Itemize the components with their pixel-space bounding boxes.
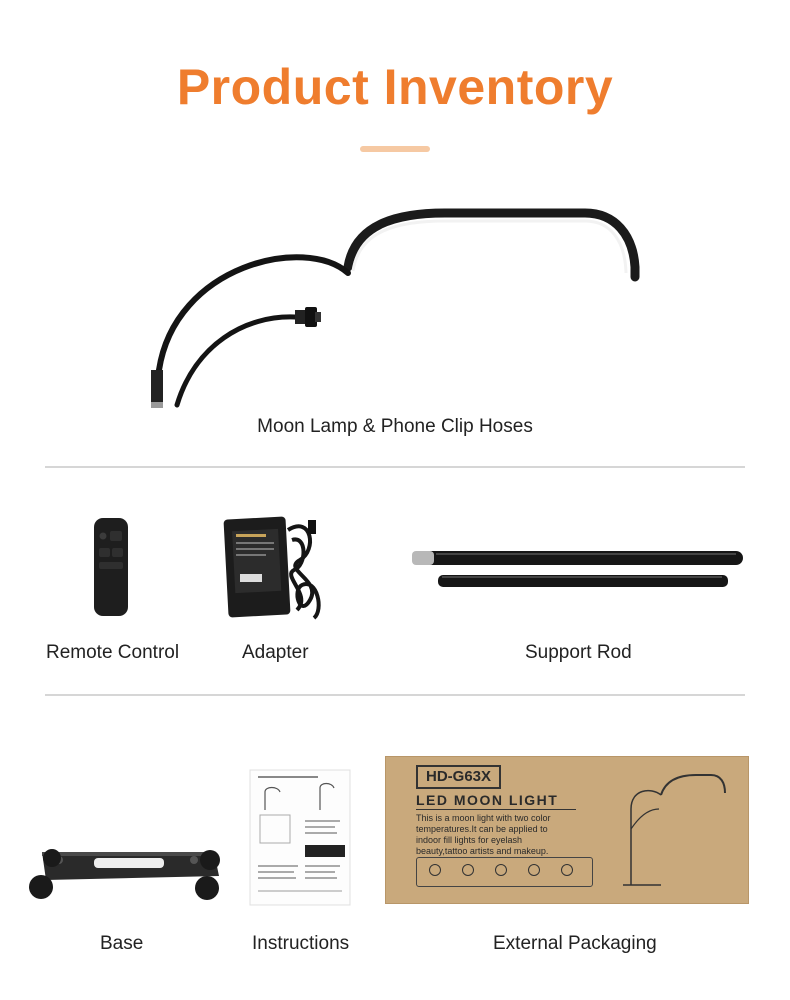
section-divider bbox=[45, 466, 745, 468]
section-divider bbox=[45, 694, 745, 696]
packaging-lamp-illustration bbox=[621, 769, 731, 889]
instructions-label: Instructions bbox=[252, 933, 350, 954]
instructions-image bbox=[250, 770, 350, 905]
base-label: Base bbox=[100, 933, 144, 954]
packaging-description-line: indoor fill lights for eyelash bbox=[416, 835, 523, 845]
packaging-description bbox=[416, 813, 551, 857]
feature-icon bbox=[429, 864, 441, 876]
base-image bbox=[24, 840, 224, 910]
moon-lamp-image bbox=[145, 195, 645, 420]
page-title: Product Inventory bbox=[176, 59, 614, 115]
packaging-model-badge: HD-G63X bbox=[416, 765, 501, 789]
packaging-product-name: LED MOON LIGHT bbox=[416, 792, 559, 808]
packaging-description-line: This is a moon light with two color bbox=[416, 813, 551, 823]
adapter-image bbox=[222, 510, 332, 625]
packaging-box bbox=[385, 756, 749, 904]
packaging-label: External Packaging bbox=[493, 933, 657, 954]
feature-icon bbox=[528, 864, 540, 876]
support-rod-label: Support Rod bbox=[525, 642, 632, 663]
remote-control-label: Remote Control bbox=[46, 642, 180, 663]
packaging-feature-icons bbox=[416, 857, 593, 887]
feature-icon bbox=[462, 864, 474, 876]
packaging-description-line: temperatures.It can be applied to bbox=[416, 824, 548, 834]
packaging-description-line: beauty,tattoo artists and makeup. bbox=[416, 846, 549, 856]
remote-control-image bbox=[94, 518, 128, 616]
feature-icon bbox=[561, 864, 573, 876]
moon-lamp-label: Moon Lamp & Phone Clip Hoses bbox=[257, 416, 533, 437]
support-rod-image bbox=[412, 549, 747, 591]
packaging-rule bbox=[416, 809, 576, 810]
title-underline bbox=[360, 146, 430, 152]
adapter-label: Adapter bbox=[242, 642, 309, 663]
feature-icon bbox=[495, 864, 507, 876]
